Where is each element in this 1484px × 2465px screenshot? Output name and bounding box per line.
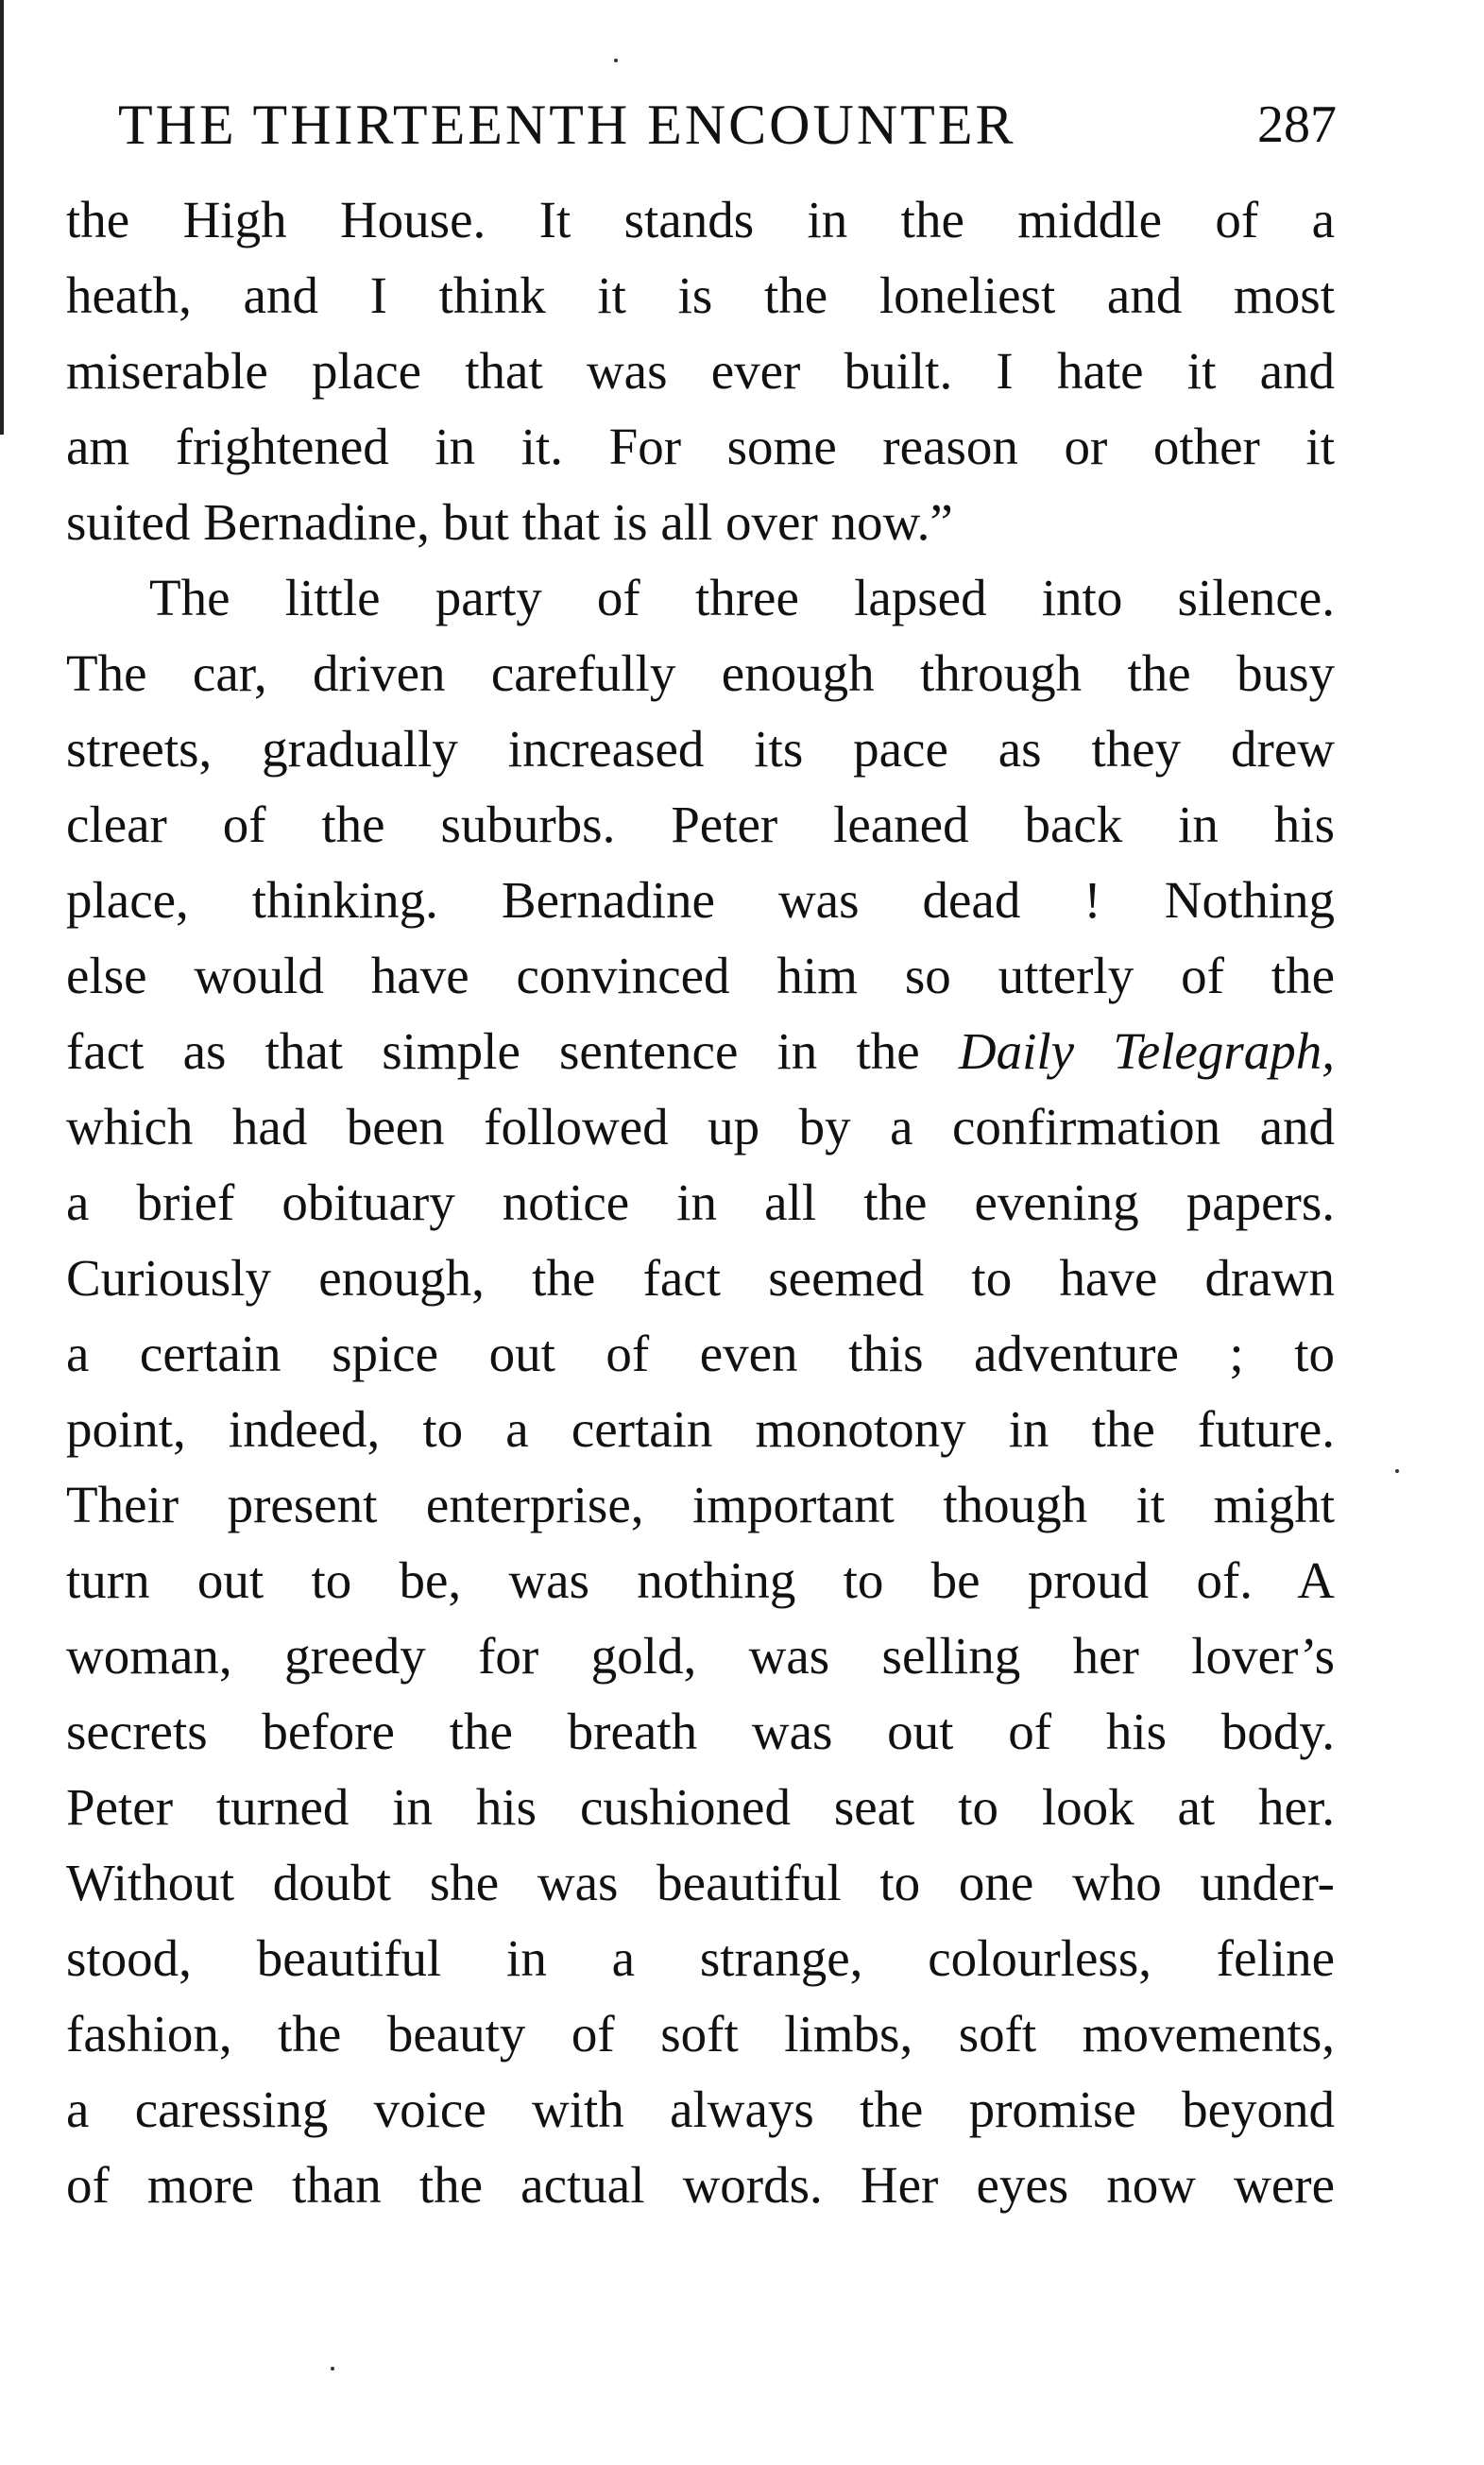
page-edge-rule [0,0,4,435]
text-line: miserable place that was ever built. I hate it and [66,342,1335,400]
scan-speck [1395,1469,1399,1473]
text-line: streets, gradually increased its pace as they drew [66,720,1335,778]
text-span: fact as that simple sentence in the [66,1022,959,1080]
page-header [118,87,1337,163]
text-line: heath, and I think it is the loneliest and most [66,266,1335,324]
text-line: Curiously enough, the fact seemed to have drawn [66,1249,1335,1307]
text-line: woman, greedy for gold, was selling her lover’s [66,1627,1335,1685]
text-line: of more than the actual words. Her eyes now were [66,2156,1335,2214]
text-line: secrets before the breath was out of his body. [66,1703,1335,1760]
scan-speck [614,59,618,62]
text-line: point, indeed, to a certain monotony in the future. [66,1400,1335,1458]
text-line: Their present enterprise, important though it might [66,1476,1335,1533]
text-line: Without doubt she was beautiful to one who under- [66,1854,1335,1911]
text-line: am frightened in it. For some reason or other it [66,418,1335,475]
text-line-with-italic [66,1014,1335,1089]
page-number: 287 [1257,95,1337,154]
text-line: fashion, the beauty of soft limbs, soft movements, [66,2005,1335,2063]
body-text [66,182,1335,2223]
text-line: stood, beautiful in a strange, colourless, feline [66,1929,1335,1987]
text-line: else would have convinced him so utterly of the [66,947,1335,1004]
text-line: a certain spice out of even this adventure ; to [66,1325,1335,1382]
italic-publication-title: Daily Telegraph, [958,1022,1335,1080]
text-line: a brief obituary notice in all the evening papers. [66,1173,1335,1231]
running-title: THE THIRTEENTH ENCOUNTER [118,94,1016,156]
paragraph-first-line: The little party of three lapsed into silence. [149,569,1335,626]
scan-speck [331,2367,334,2371]
text-line: suited Bernadine, but that is all over now.” [66,493,953,551]
text-line: Peter turned in his cushioned seat to look at her. [66,1778,1335,1836]
text-line: The car, driven carefully enough through the busy [66,644,1335,702]
text-line: the High House. It stands in the middle of a [66,191,1335,248]
text-line: a caressing voice with always the promise beyond [66,2080,1335,2138]
text-line: turn out to be, was nothing to be proud of. A [66,1551,1335,1609]
text-line: which had been followed up by a confirmation and [66,1098,1335,1155]
text-line: clear of the suburbs. Peter leaned back in his [66,796,1335,853]
text-line: place, thinking. Bernadine was dead ! Nothing [66,871,1335,929]
